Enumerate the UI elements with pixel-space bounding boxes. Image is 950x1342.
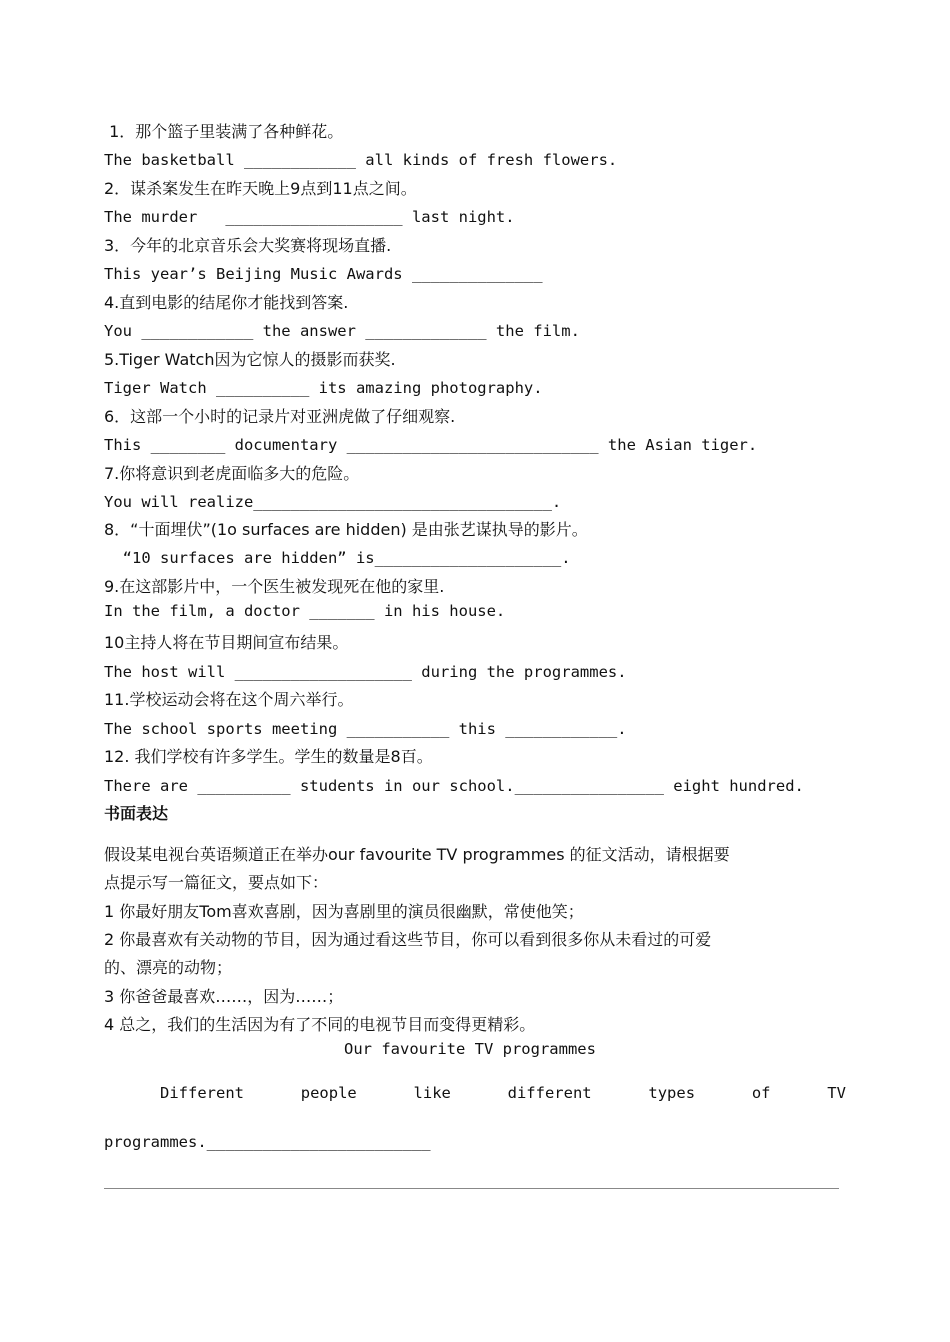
essay-word: types (648, 1084, 696, 1102)
exercise-11-english: The school sports meeting ___________ this ____________. (104, 720, 627, 738)
exercise-10-english: The host will ___________________ during the programmes. (104, 663, 627, 681)
exercise-9-english: In the film, a doctor _______ in his house. (104, 602, 506, 620)
exercise-7-chinese: 7.你将意识到老虎面临多大的危险。 (104, 464, 360, 483)
essay-second-line: programmes.________________________ (104, 1133, 431, 1151)
writing-point-4: 4 总之，我们的生活因为有了不同的电视节目而变得更精彩。 (104, 1015, 536, 1034)
exercise-10-chinese: 10主持人将在节目期间宣布结果。 (104, 633, 349, 652)
essay-word: like (413, 1084, 451, 1102)
exercise-3-english: This year’s Beijing Music Awards ______________ (104, 265, 543, 283)
exercise-1-chinese: 1．那个篮子里装满了各种鲜花。 (104, 122, 344, 141)
exercise-7-english: You will realize________________________________. (104, 493, 562, 511)
writing-prompt-line-2: 点提示写一篇征文，要点如下： (104, 873, 329, 892)
essay-first-line (160, 1083, 846, 1103)
essay-word: Different (160, 1084, 244, 1102)
exercise-2-english: The murder ___________________ last night. (104, 208, 515, 226)
essay-word: people (300, 1084, 357, 1102)
exercise-8-english: “10 surfaces are hidden” is____________________. (104, 549, 571, 567)
essay-title: Our favourite TV programmes (344, 1040, 596, 1058)
exercise-11-chinese: 11.学校运动会将在这个周六举行。 (104, 690, 354, 709)
exercise-9-chinese: 9.在这部影片中，一个医生被发现死在他的家里. (104, 577, 445, 596)
exercise-2-chinese: 2．谋杀案发生在昨天晚上9点到11点之间。 (104, 179, 417, 198)
exercise-6-chinese: 6．这部一个小时的记录片对亚洲虎做了仔细观察. (104, 407, 456, 426)
exercise-4-chinese: 4.直到电影的结尾你才能找到答案. (104, 293, 349, 312)
exercise-5-english: Tiger Watch __________ its amazing photography. (104, 379, 543, 397)
essay-word: different (507, 1084, 592, 1102)
essay-word: of (751, 1084, 771, 1102)
exercise-8-chinese: 8．“十面埋伏”(1o surfaces are hidden) 是由张艺谋执导的影片。 (104, 520, 588, 539)
writing-point-2-continued: 的、漂亮的动物； (104, 958, 233, 977)
exercise-3-chinese: 3．今年的北京音乐会大奖赛将现场直播. (104, 236, 392, 255)
exercise-12-english: There are __________ students in our school.________________ eight hundred. (104, 777, 804, 795)
exercise-6-english: This ________ documentary ___________________________ the Asian tiger. (104, 436, 758, 454)
exercise-12-chinese: 12. 我们学校有许多学生。学生的数量是8百。 (104, 747, 433, 766)
writing-heading: 书面表达 (104, 804, 169, 823)
writing-prompt-line-1: 假设某电视台英语频道正在举办our favourite TV programmes 的征文活动，请根据要 (104, 845, 730, 864)
exercise-4-english: You ____________ the answer _____________ the film. (104, 322, 580, 340)
answer-rule-line (104, 1188, 839, 1189)
exercise-5-chinese: 5.Tiger Watch因为它惊人的摄影而获奖. (104, 350, 396, 369)
writing-point-1: 1 你最好朋友Tom喜欢喜剧，因为喜剧里的演员很幽默，常使他笑； (104, 902, 584, 921)
writing-point-2: 2 你最喜欢有关动物的节目，因为通过看这些节目，你可以看到很多你从未看过的可爱 (104, 930, 712, 949)
writing-point-3: 3 你爸爸最喜欢……，因为……； (104, 987, 344, 1006)
exercise-1-english: The basketball ____________ all kinds of fresh flowers. (104, 151, 618, 169)
essay-word: TV (827, 1084, 846, 1102)
